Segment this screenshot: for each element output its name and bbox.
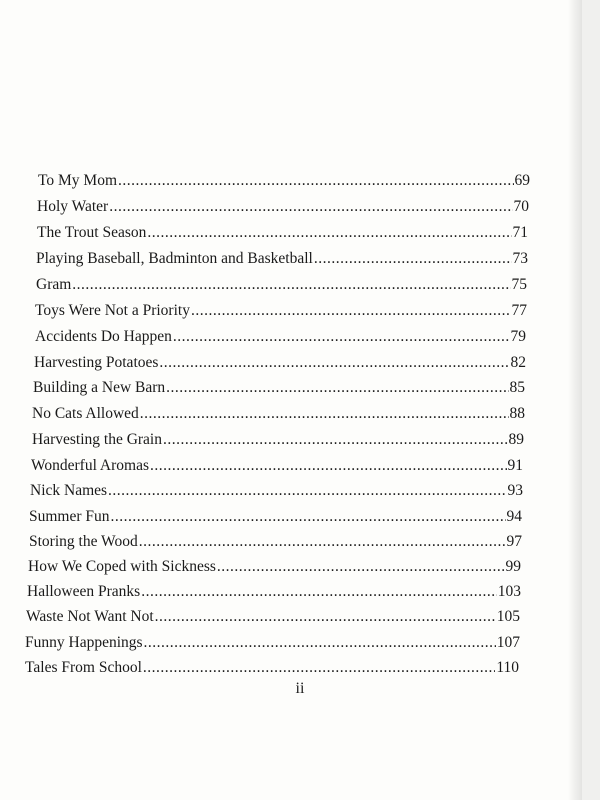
toc-leader-dots: [159, 352, 509, 374]
toc-entry: [29, 531, 522, 553]
toc-leader-dots: [109, 196, 512, 218]
toc-leader-dots: [72, 274, 510, 296]
toc-entry-title: Summer Fun: [29, 508, 110, 525]
toc-entry: [37, 196, 529, 218]
toc-entry-title: Harvesting Potatoes: [34, 354, 159, 371]
page-number: ii: [295, 680, 305, 697]
toc-entry-title: Harvesting the Grain: [32, 431, 162, 448]
toc-entry-page: 85: [509, 379, 525, 396]
toc-entry-title: Toys Were Not a Priority: [35, 302, 190, 319]
toc-leader-dots: [144, 632, 496, 654]
toc-entry: [30, 480, 523, 502]
toc-entry-title: Gram: [36, 276, 72, 293]
toc-entry-title: To My Mom: [38, 172, 118, 189]
toc-entry-page: 105: [496, 608, 520, 625]
toc-entry: [28, 556, 521, 578]
toc-entry-title: How We Coped with Sickness: [28, 558, 216, 575]
toc-entry-title: Holy Water: [37, 198, 109, 215]
toc-entry: [27, 581, 521, 603]
toc-entry-page: 71: [512, 224, 528, 241]
toc-leader-dots: [155, 606, 496, 628]
toc-entry-page: 99: [505, 558, 521, 575]
toc-entry: [36, 274, 527, 296]
toc-entry: [37, 222, 528, 244]
toc-entry: [26, 606, 520, 628]
toc-leader-dots: [166, 377, 508, 399]
toc-leader-dots: [111, 506, 506, 528]
toc-entry: [34, 352, 526, 374]
toc-entry-page: 103: [497, 583, 521, 600]
toc-leader-dots: [191, 300, 511, 322]
toc-leader-dots: [118, 170, 513, 192]
toc-entry-page: 93: [507, 482, 523, 499]
toc-entry-title: Building a New Barn: [33, 379, 166, 396]
toc-entry: [25, 632, 520, 654]
toc-entry-title: Storing the Wood: [29, 533, 138, 550]
toc-entry-title: Waste Not Want Not: [26, 608, 154, 625]
toc-entry-title: Accidents Do Happen: [35, 328, 172, 345]
toc-entry-title: Playing Baseball, Badminton and Basketball: [36, 250, 313, 267]
toc-entry: [29, 506, 522, 528]
toc-entry-page: 94: [506, 508, 522, 525]
toc-entry-page: 69: [514, 172, 530, 189]
toc-entry: [35, 300, 527, 322]
toc-entry-title: Wonderful Aromas: [31, 457, 149, 474]
toc-entry-page: 73: [512, 250, 528, 267]
toc-entry-page: 89: [508, 431, 524, 448]
toc-leader-dots: [147, 222, 511, 244]
toc-entry: [35, 326, 526, 348]
toc-entry-page: 110: [496, 659, 519, 676]
toc-entry-title: Nick Names: [30, 482, 108, 499]
toc-entry: [38, 170, 530, 192]
toc-leader-dots: [141, 581, 497, 603]
toc-entry-page: 107: [496, 634, 520, 651]
toc-entry-title: The Trout Season: [37, 224, 147, 241]
toc-leader-dots: [150, 455, 507, 477]
toc-leader-dots: [314, 248, 512, 270]
toc-entry-page: 97: [506, 533, 522, 550]
toc-entry-title: Funny Happenings: [25, 634, 143, 651]
toc-leader-dots: [139, 531, 506, 553]
toc-entry-page: 77: [511, 302, 527, 319]
toc-entry: [31, 455, 523, 477]
toc-entry: [36, 248, 528, 270]
toc-leader-dots: [173, 326, 510, 348]
toc-entry-title: Tales From School: [25, 659, 142, 676]
toc-entry: [33, 377, 525, 399]
toc-leader-dots: [143, 657, 495, 679]
toc-entry-page: 91: [507, 457, 523, 474]
toc-leader-dots: [163, 429, 508, 451]
toc-entry-page: 79: [510, 328, 526, 345]
toc-entry-page: 88: [509, 405, 525, 422]
toc-entry-title: No Cats Allowed: [32, 405, 139, 422]
toc-leader-dots: [217, 556, 505, 578]
toc-entry-page: 70: [513, 198, 529, 215]
toc-entry: [25, 657, 519, 679]
toc-entry: [32, 403, 525, 425]
toc-entry-page: 75: [511, 276, 527, 293]
toc-entry-page: 82: [510, 354, 526, 371]
toc-leader-dots: [108, 480, 506, 502]
toc-leader-dots: [140, 403, 509, 425]
toc-entry: [32, 429, 524, 451]
toc-entry-title: Halloween Pranks: [27, 583, 141, 600]
